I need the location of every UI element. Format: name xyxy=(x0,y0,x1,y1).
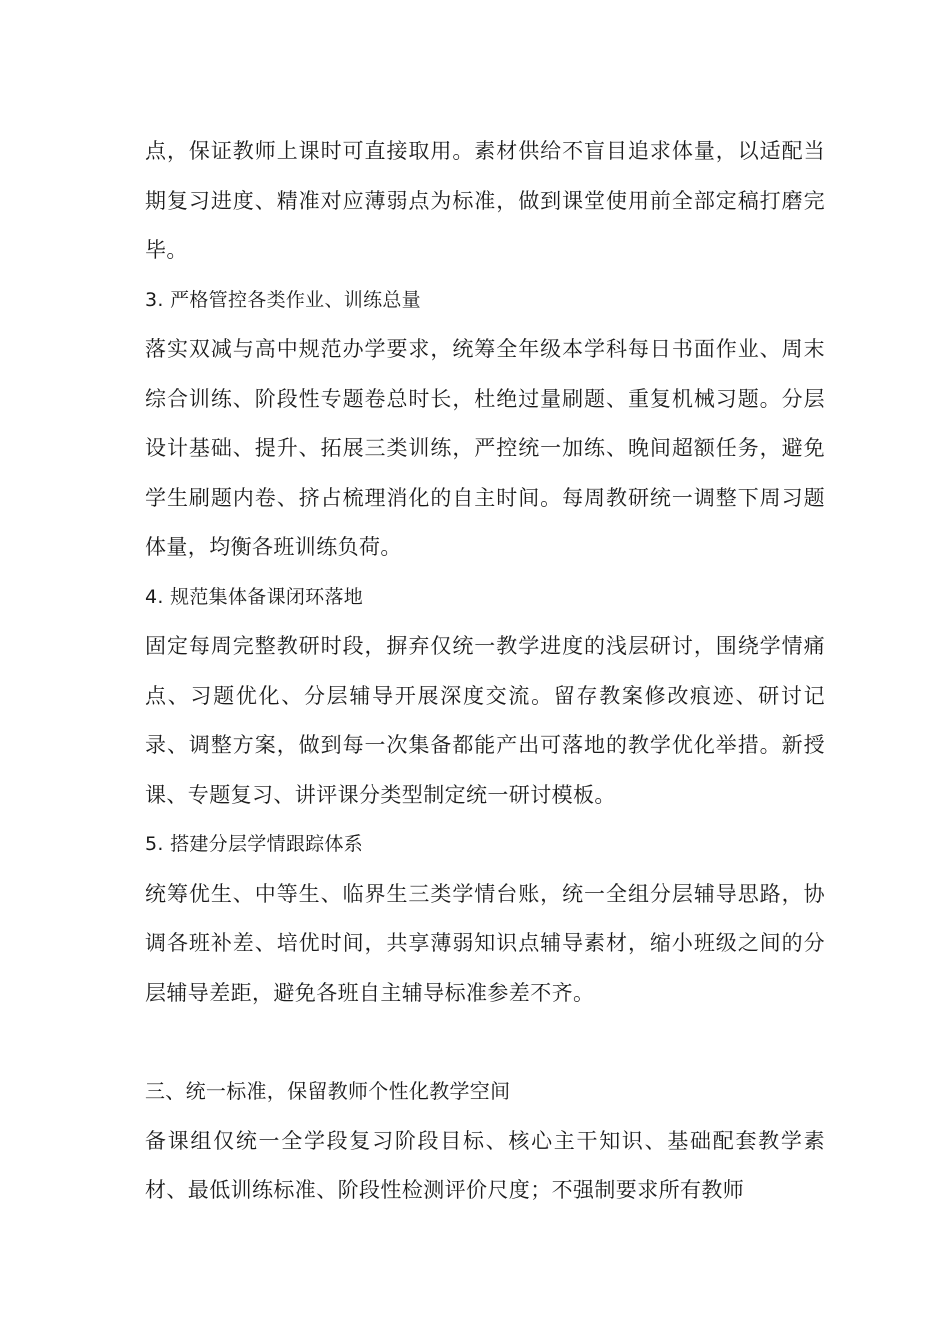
document-body xyxy=(145,127,825,1216)
heading-item-4: 4. 规范集体备课闭环落地 xyxy=(145,585,364,608)
heading-item-5: 5. 搭建分层学情跟踪体系 xyxy=(145,833,364,855)
paragraph-item-5: 统筹优生、中等生、临界生三类学情台账，统一全组分层辅导思路，协调各班补差、培优时间，共享薄弱知识点辅导素材，缩小班级之间的分层辅导差距，避免各班自主辅导标准参差不齐。 xyxy=(145,881,825,1005)
paragraph-item-4: 固定每周完整教研时段，摒弃仅统一教学进度的浅层研讨，围绕学情痛点、习题优化、分层辅导开展深度交流。留存教案修改痕迹、研讨记录、调整方案，做到每一次集备都能产出可落地的教学优化举措。新授课、专题复习、讲评课分类型制定统一研讨模板。 xyxy=(145,634,825,807)
paragraph-material-supply: 点，保证教师上课时可直接取用。素材供给不盲目追求体量，以适配当期复习进度、精准对应薄弱点为标准，做到课堂使用前全部定稿打磨完毕。 xyxy=(145,139,825,262)
paragraph-section-3: 备课组仅统一全学段复习阶段目标、核心主干知识、基础配套教学素材、最低训练标准、阶段性检测评价尺度；不强制要求所有教师 xyxy=(145,1128,825,1202)
heading-item-3: 3. 严格管控各类作业、训练总量 xyxy=(145,288,421,311)
section-heading-3: 三、统一标准，保留教师个性化教学空间 xyxy=(145,1079,511,1103)
paragraph-item-3: 落实双减与高中规范办学要求，统筹全年级本学科每日书面作业、周末综合训练、阶段性专题卷总时长，杜绝过量刷题、重复机械习题。分层设计基础、提升、拓展三类训练，严控统一加练、晚间超额任务，避免学生刷题内卷、挤占梳理消化的自主时间。每周教研统一调整下周习题体量，均衡各班训练负荷。 xyxy=(145,337,825,559)
